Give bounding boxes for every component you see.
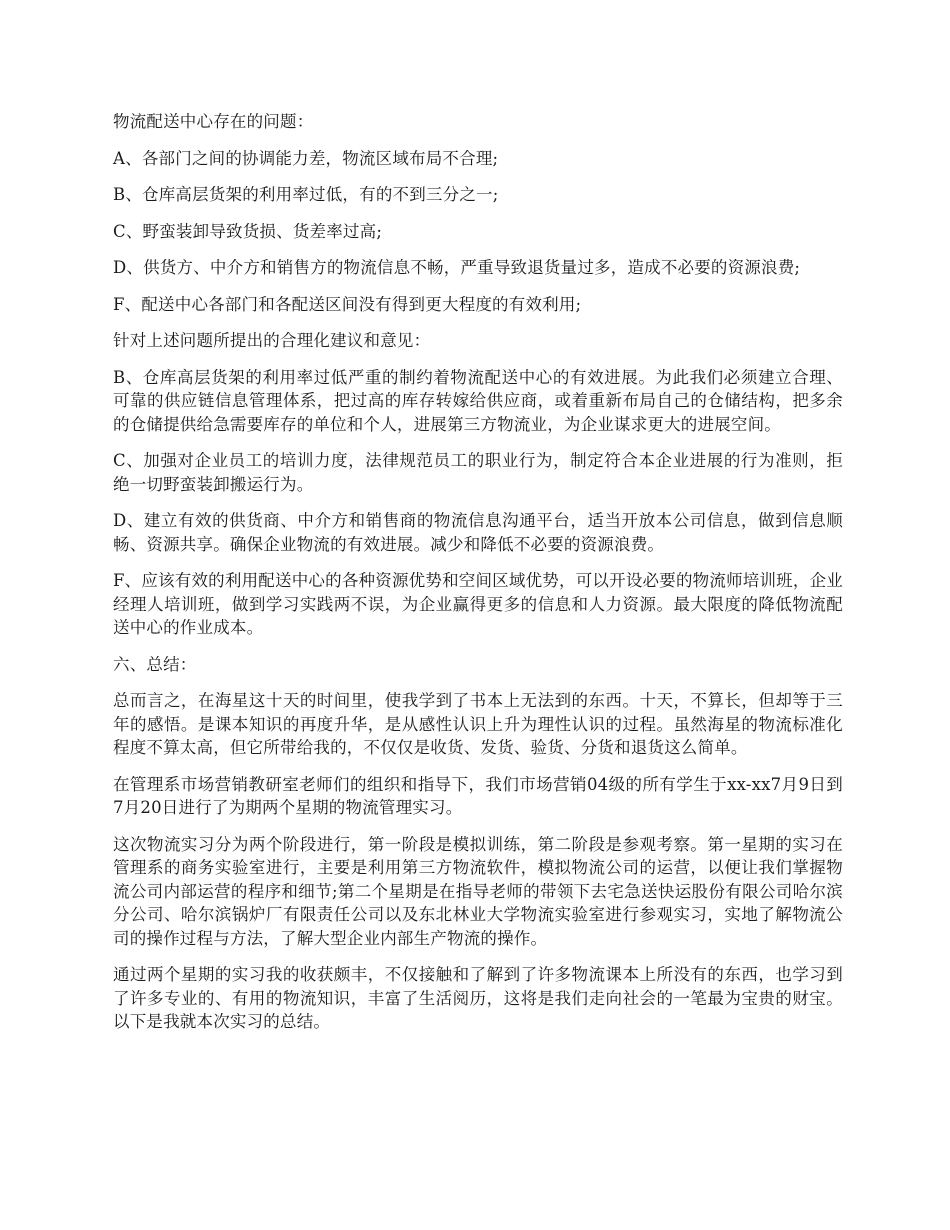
paragraph-problem-f: F、配送中心各部门和各配送区间没有得到更大程度的有效利用; [113,294,582,314]
paragraph-summary-3: 这次物流实习分为两个阶段进行，第一阶段是模拟训练，第二阶段是参观考察。第一星期的实习在管理系的商务实验室进行，主要是利用第三方物流软件，模拟物流公司的运营，以便让我们掌握物流公司内部运营的程序和细节;第二个星期是在指导老师的带领下去宅急送快运股份有限公司哈尔滨分公司、哈尔滨锅炉厂有限责任公司以及东北林业大学物流实验室进行参观实习，实地了解物流公司的操作过程与方法，了解大型企业内部生产物流的操作。 [113,834,843,948]
paragraph-summary-2: 在管理系市场营销教研室老师们的组织和指导下，我们市场营销04级的所有学生于xx-xx7月9日到7月20日进行了为期两个星期的物流管理实习。 [113,774,843,817]
paragraph-problem-d: D、供货方、中介方和销售方的物流信息不畅，严重导致退货量过多，造成不必要的资源浪费; [113,258,801,277]
paragraph-problem-b: B、仓库高层货架的利用率过低，有的不到三分之一; [113,185,499,204]
paragraph-problems-heading: 物流配送中心存在的问题： [113,112,314,131]
paragraph-summary-4: 通过两个星期的实习我的收获颇丰，不仅接触和了解到了许多物流课本上所没有的东西，也学习到了许多专业的、有用的物流知识，丰富了生活阅历，这将是我们走向社会的一笔最为宝贵的财宝。以下是我就本次实习的总结。 [113,965,843,1031]
paragraph-suggestion-b: B、仓库高层货架的利用率过低严重的制约着物流配送中心的有效进展。为此我们必须建立合理、可靠的供应链信息管理体系，把过高的库存转嫁给供应商，或着重新布局自己的仓储结构，把多余的仓储提供给急需要库存的单位和个人，进展第三方物流业，为企业谋求更大的进展空间。 [113,367,843,434]
paragraph-summary-1: 总而言之，在海星这十天的时间里，使我学到了书本上无法到的东西。十天，不算长，但却等于三年的感悟。是课本知识的再度升华，是从感性认识上升为理性认识的过程。虽然海星的物流标准化程度不算太高，但它所带给我的，不仅仅是收货、发货、验货、分货和退货这么简单。 [113,691,843,757]
document-body [113,110,843,1047]
paragraph-problem-c: C、野蛮装卸导致货损、货差率过高; [113,221,383,241]
paragraph-problem-a: A、各部门之间的协调能力差，物流区域布局不合理; [113,148,499,168]
paragraph-suggestion-d: D、建立有效的供货商、中介方和销售商的物流信息沟通平台，适当开放本公司信息，做到信息顺畅、资源共享。确保企业物流的有效进展。减少和降低不必要的资源浪费。 [113,511,843,554]
paragraph-suggestion-c: C、加强对企业员工的培训力度，法律规范员工的职业行为，制定符合本企业进展的行为准则，拒绝一切野蛮装卸搬运行为。 [113,451,843,494]
paragraph-suggestions-heading: 针对上述问题所提出的合理化建议和意见： [113,331,431,350]
section-heading-summary: 六、总结： [113,654,197,674]
paragraph-suggestion-f: F、应该有效的利用配送中心的各种资源优势和空间区域优势，可以开设必要的物流师培训班，企业经理人培训班，做到学习实践两不误，为企业赢得更多的信息和人力资源。最大限度的降低物流配送中心的作业成本。 [113,571,843,637]
